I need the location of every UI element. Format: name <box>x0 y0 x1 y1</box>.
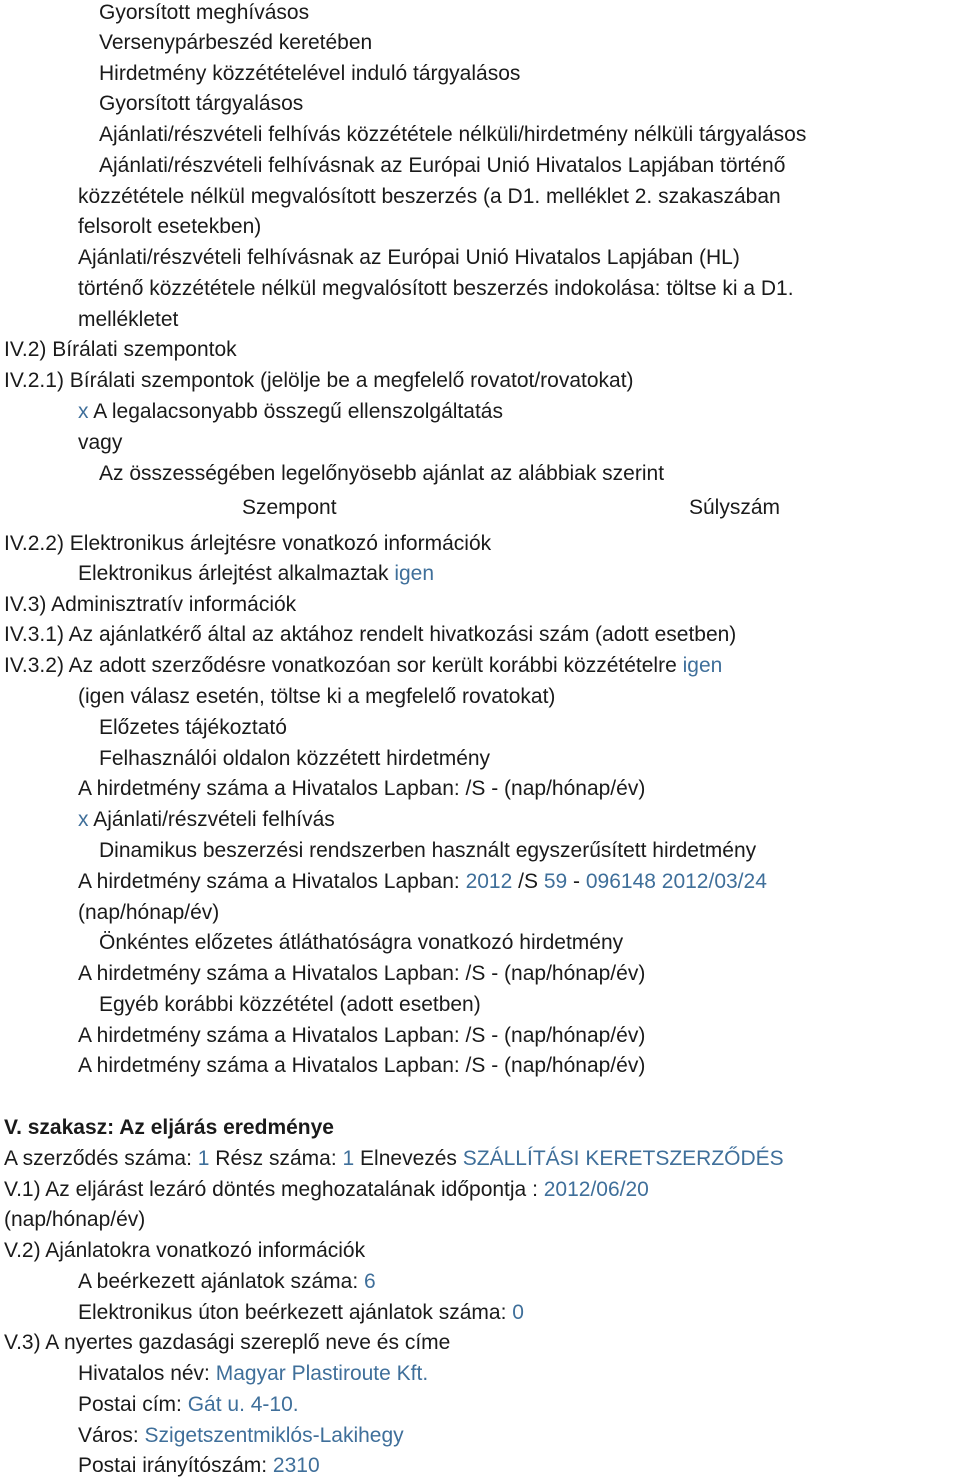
eauction-heading: IV.2.2) Elektronikus árlejtésre vonatkozó információk <box>4 532 492 555</box>
or-text: vagy <box>78 431 123 454</box>
notice-number-empty: A hirdetmény száma a Hivatalos Lapban: /S - (nap/hónap/év) <box>78 777 646 800</box>
notice-number-prefix: A hirdetmény száma a Hivatalos Lapban: <box>78 870 460 893</box>
notice-number-filled <box>78 869 767 895</box>
city-line <box>78 1423 404 1449</box>
lot-number-value: 1 <box>342 1147 355 1170</box>
reference-number-line: IV.3.1) Az ajánlatkérő által az aktához rendelt hivatkozási szám (adott esetben) <box>4 623 737 646</box>
proc-type-negotiated-with-notice: Hirdetmény közzétételével induló tárgyalásos <box>99 62 521 85</box>
decision-date-label: V.1) Az eljárást lezáró döntés meghozatalának időpontja : <box>4 1178 538 1201</box>
award-criteria-subheading: IV.2.1) Bírálati szempontok (jelölje be a megfelelő rovatot/rovatokat) <box>4 369 634 392</box>
award-criteria-heading: IV.2) Bírálati szempontok <box>4 338 237 361</box>
proc-type-without-ojeu-line1: Ajánlati/részvételi felhívásnak az Európai Unió Hivatalos Lapjában történő <box>99 154 786 177</box>
tenders-received-value: 6 <box>364 1270 376 1293</box>
prior-information-notice: Előzetes tájékoztató <box>99 716 287 739</box>
contract-name-label: Elnevezés <box>360 1147 457 1170</box>
previous-publication-label: IV.3.2) Az adott szerződésre vonatkozóan sor került korábbi közzétételre <box>4 654 677 677</box>
justification-line3: mellékletet <box>78 308 179 331</box>
proc-type-without-ojeu-line3: felsorolt esetekben) <box>78 215 262 238</box>
proc-type-competitive-dialogue: Versenypárbeszéd keretében <box>99 31 373 54</box>
dps-notice: Dinamikus beszerzési rendszerben használt egyszerűsített hirdetmény <box>99 839 757 862</box>
contract-notice-option <box>78 807 335 833</box>
lowest-price-label: A legalacsonyabb összegű ellenszolgáltatás <box>93 400 503 423</box>
notice-dash: - <box>573 870 581 893</box>
postal-code-label: Postai irányítószám: <box>78 1454 268 1477</box>
contract-identification-line <box>4 1146 784 1172</box>
voluntary-transparency-notice: Önkéntes előzetes átláthatóságra vonatkozó hirdetmény <box>99 931 624 954</box>
contract-number-label: A szerződés száma: <box>4 1147 192 1170</box>
postal-address-value: Gát u. 4-10. <box>187 1393 299 1416</box>
official-name-line <box>78 1361 428 1387</box>
checked-mark: x <box>78 808 89 831</box>
notice-number-empty: A hirdetmény száma a Hivatalos Lapban: /S - (nap/hónap/év) <box>78 1024 646 1047</box>
justification-line2: történő közzététele nélkül megvalósított beszerzés indokolása: töltse ki a D1. <box>78 277 794 300</box>
checked-mark: x <box>78 400 89 423</box>
postal-code-line <box>78 1453 320 1479</box>
decision-date-value: 2012/06/20 <box>543 1178 649 1201</box>
previous-publication-line <box>4 653 722 679</box>
decision-date-format: (nap/hónap/év) <box>4 1208 146 1231</box>
notice-year: 2012 <box>465 870 513 893</box>
lot-number-label: Rész száma: <box>215 1147 337 1170</box>
meat-option: Az összességében legelőnyösebb ajánlat az alábbiak szerint <box>99 462 665 485</box>
tenders-heading: V.2) Ajánlatokra vonatkozó információk <box>4 1239 366 1262</box>
proc-type-without-ojeu-line2: közzététele nélkül megvalósított beszerzés (a D1. melléklet 2. szakaszában <box>78 185 781 208</box>
proc-type-negotiated-without-notice: Ajánlati/részvételi felhívás közzététele nélküli/hirdetmény nélküli tárgyalásos <box>99 123 807 146</box>
other-previous-publication: Egyéb korábbi közzététel (adott esetben) <box>99 993 481 1016</box>
decision-date-line <box>4 1177 649 1203</box>
lowest-price-option <box>78 399 503 425</box>
admin-heading: IV.3) Adminisztratív információk <box>4 593 297 616</box>
notice-id-and-date: 096148 2012/03/24 <box>585 870 767 893</box>
buyer-profile-notice: Felhasználói oldalon közzétett hirdetmény <box>99 747 491 770</box>
notice-s-separator: /S <box>518 870 538 893</box>
official-name-label: Hivatalos név: <box>78 1362 210 1385</box>
eauction-value: igen <box>394 562 435 585</box>
previous-publication-value: igen <box>682 654 723 677</box>
notice-number-empty: A hirdetmény száma a Hivatalos Lapban: /S - (nap/hónap/év) <box>78 1054 646 1077</box>
postal-address-line <box>78 1392 299 1418</box>
eauction-label: Elektronikus árlejtést alkalmaztak <box>78 562 389 585</box>
city-value: Szigetszentmiklós-Lakihegy <box>144 1424 404 1447</box>
previous-publication-note: (igen válasz esetén, töltse ki a megfelelő rovatokat) <box>78 685 556 708</box>
tenders-received-label: A beérkezett ajánlatok száma: <box>78 1270 359 1293</box>
tenders-electronic-line <box>78 1300 524 1326</box>
section5-heading: V. szakasz: Az eljárás eredménye <box>4 1116 334 1139</box>
proc-type-accelerated-invitation: Gyorsított meghívásos <box>99 1 310 24</box>
postal-code-value: 2310 <box>272 1454 320 1477</box>
justification-line1: Ajánlati/részvételi felhívásnak az Európai Unió Hivatalos Lapjában (HL) <box>78 246 740 269</box>
contract-notice-label: Ajánlati/részvételi felhívás <box>93 808 335 831</box>
tenders-received-line <box>78 1269 376 1295</box>
eauction-line <box>78 561 434 587</box>
notice-issue-number: 59 <box>543 870 568 893</box>
notice-number-empty: A hirdetmény száma a Hivatalos Lapban: /S - (nap/hónap/év) <box>78 962 646 985</box>
weight-column-header: Súlyszám <box>689 496 781 519</box>
contract-name-value: SZÁLLÍTÁSI KERETSZERZŐDÉS <box>462 1147 784 1170</box>
contract-number-value: 1 <box>197 1147 210 1170</box>
tenders-electronic-label: Elektronikus úton beérkezett ajánlatok száma: <box>78 1301 507 1324</box>
criterion-column-header: Szempont <box>242 496 337 519</box>
proc-type-accelerated-negotiated: Gyorsított tárgyalásos <box>99 92 304 115</box>
postal-address-label: Postai cím: <box>78 1393 182 1416</box>
winner-heading: V.3) A nyertes gazdasági szereplő neve és címe <box>4 1331 451 1354</box>
official-name-value: Magyar Plastiroute Kft. <box>215 1362 429 1385</box>
date-format-note: (nap/hónap/év) <box>78 901 220 924</box>
tenders-electronic-value: 0 <box>512 1301 524 1324</box>
city-label: Város: <box>78 1424 139 1447</box>
